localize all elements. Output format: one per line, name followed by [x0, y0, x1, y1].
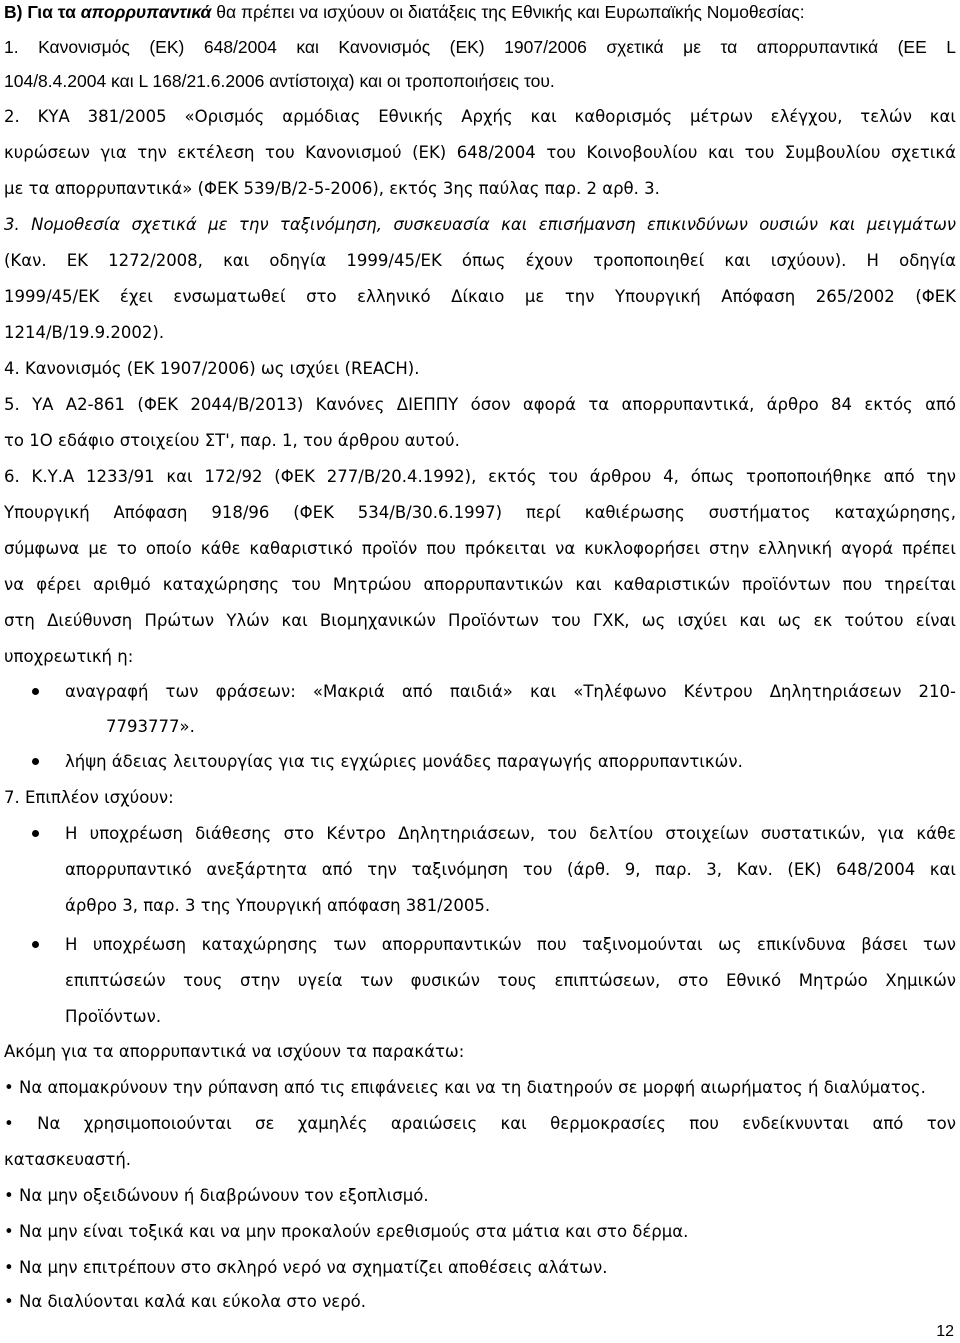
item7-bullet1-line1: Η υποχρέωση διάθεσης στο Κέντρο Δηλητηριάσεων, του δελτίου στοιχείων συστατικών, για κάθε	[65, 824, 956, 843]
item3-line2: (Καν. ΕΚ 1272/2008, και οδηγία 1999/45/ΕΚ όπως έχουν τροποποιηθεί και ισχύουν). Η οδηγία	[4, 251, 956, 270]
section-b-rest: θα πρέπει να ισχύουν οι διατάξεις της Εθνικής και Ευρωπαϊκής Νομοθεσίας:	[211, 2, 805, 22]
bullet-icon	[32, 758, 39, 765]
item7-bullet1-line3: άρθρο 3, παρ. 3 της Υπουργική απόφαση 381/2005.	[65, 896, 491, 915]
item1-line1: 1. Κανονισμός (ΕΚ) 648/2004 και Κανονισμός (ΕΚ) 1907/2006 σχετικά με τα απορρυπαντικά (ΕΕ L	[4, 37, 956, 57]
item6-line5: στη Διεύθυνση Πρώτων Υλών και Βιομηχανικών Προϊόντων του ΓΧΚ, ως ισχύει και ως εκ τούτου είναι	[4, 611, 956, 630]
item6-bullet2-line1: λήψη άδειας λειτουργίας για τις εγχώριες μονάδες παραγωγής απορρυπαντικών.	[65, 752, 743, 771]
item6-bullet1-line1: αναγραφή των φράσεων: «Μακριά από παιδιά» και «Τηλέφωνο Κέντρου Δηλητηριάσεων 210-	[65, 682, 956, 701]
bullet-icon	[32, 830, 39, 837]
extra-bullet-6: • Να διαλύονται καλά και εύκολα στο νερό.	[4, 1292, 367, 1311]
item2-line1: 2. ΚΥΑ 381/2005 «Ορισμός αρμόδιας Εθνικής Αρχής και καθορισμός μέτρων ελέγχου, τελών και	[4, 107, 956, 126]
item6-line4: να φέρει αριθμό καταχώρησης του Μητρώου απορρυπαντικών και καθαριστικών προϊόντων που τηρείται	[4, 575, 956, 594]
extra-bullet-4: • Να μην είναι τοξικά και να μην προκαλούν ερεθισμούς στα μάτια και στο δέρμα.	[4, 1222, 689, 1241]
item5-line1: 5. ΥΑ Α2-861 (ΦΕΚ 2044/Β/2013) Κανόνες ΔΙΕΠΠΥ όσον αφορά τα απορρυπαντικά, άρθρο 84 εκτός από	[4, 395, 956, 414]
extra-bullet-1: • Να απομακρύνουν την ρύπανση από τις επιφάνειες και να τη διατηρούν σε μορφή αιωρήματος ή διαλύματος.	[4, 1078, 926, 1097]
bullet-icon	[32, 941, 39, 948]
extra-bullet-3: • Να μην οξειδώνουν ή διαβρώνουν τον εξοπλισμό.	[4, 1186, 429, 1205]
item3-line1: 3. Νομοθεσία σχετικά με την ταξινόμηση, συσκευασία και επισήμανση επικινδύνων ουσιών και μειγμάτων	[4, 215, 956, 234]
item6-line3: σύμφωνα με το οποίο κάθε καθαριστικό προϊόν που πρόκειται να κυκλοφορήσει στην ελληνική αγορά πρέπει	[4, 539, 956, 558]
item6-line2: Υπουργική Απόφαση 918/96 (ΦΕΚ 534/Β/30.6.1997) περί καθιέρωσης συστήματος καταχώρησης,	[4, 503, 956, 522]
page-number: 12	[936, 1323, 954, 1340]
section-b-heading	[4, 2, 805, 22]
item6-line1: 6. Κ.Υ.Α 1233/91 και 172/92 (ΦΕΚ 277/Β/20.4.1992), εκτός του άρθρου 4, όπως τροποποιήθηκε από την	[4, 467, 956, 486]
item2-line3: με τα απορρυπαντικά» (ΦΕΚ 539/Β/2-5-2006), εκτός 3ης παύλας παρ. 2 αρθ. 3.	[4, 179, 660, 198]
item5-line2: το 1Ο εδάφιο στοιχείου ΣΤ', παρ. 1, του άρθρου αυτού.	[4, 431, 460, 450]
section-b-prefix: Β) Για τα	[4, 2, 81, 22]
section-b-emphasis: απορρυπαντικά	[80, 2, 212, 22]
item6-line6: υποχρεωτική η:	[4, 647, 134, 666]
item7-bullet2-line1: Η υποχρέωση καταχώρησης των απορρυπαντικών που ταξινομούνται ως επικίνδυνα βάσει των	[65, 935, 956, 954]
extra-bullet-5: • Να μην επιτρέπουν στο σκληρό νερό να σχηματίζει αποθέσεις αλάτων.	[4, 1258, 608, 1277]
item1-line2: 104/8.4.2004 και L 168/21.6.2006 αντίστοιχα) και οι τροποποιήσεις του.	[4, 71, 555, 91]
item7-bullet2-line2: επιπτώσεών τους στην υγεία των φυσικών τους επιπτώσεων, στο Εθνικό Μητρώο Χημικών	[65, 971, 956, 990]
item7-bullet1-line2: απορρυπαντικό ανεξάρτητα από την ταξινόμηση του (άρθ. 9, παρ. 3, Καν. (ΕΚ) 648/2004 και	[65, 860, 956, 879]
item3-line4: 1214/Β/19.9.2002).	[4, 323, 165, 342]
extra-bullet-2-line1: • Να χρησιμοποιούνται σε χαμηλές αραιώσεις και θερμοκρασίες που ενδείκνυνται από τον	[4, 1114, 956, 1133]
item7-heading: 7. Επιπλέον ισχύουν:	[4, 788, 174, 807]
item6-bullet1-line2: 7793777».	[106, 717, 195, 736]
item7-bullet2-line3: Προϊόντων.	[65, 1007, 162, 1026]
item3-line3: 1999/45/ΕΚ έχει ενσωματωθεί στο ελληνικό Δίκαιο με την Υπουργική Απόφαση 265/2002 (ΦΕΚ	[4, 287, 956, 306]
extra-bullet-2-line2: κατασκευαστή.	[4, 1150, 132, 1169]
item2-line2: κυρώσεων για την εκτέλεση του Κανονισμού (ΕΚ) 648/2004 του Κοινοβουλίου και του Συμβουλίου σχετικά	[4, 143, 956, 162]
extra-heading: Ακόμη για τα απορρυπαντικά να ισχύουν τα παρακάτω:	[4, 1042, 465, 1061]
bullet-icon	[32, 688, 39, 695]
item4-line1: 4. Κανονισμός (ΕΚ 1907/2006) ως ισχύει (REACH).	[4, 359, 420, 378]
